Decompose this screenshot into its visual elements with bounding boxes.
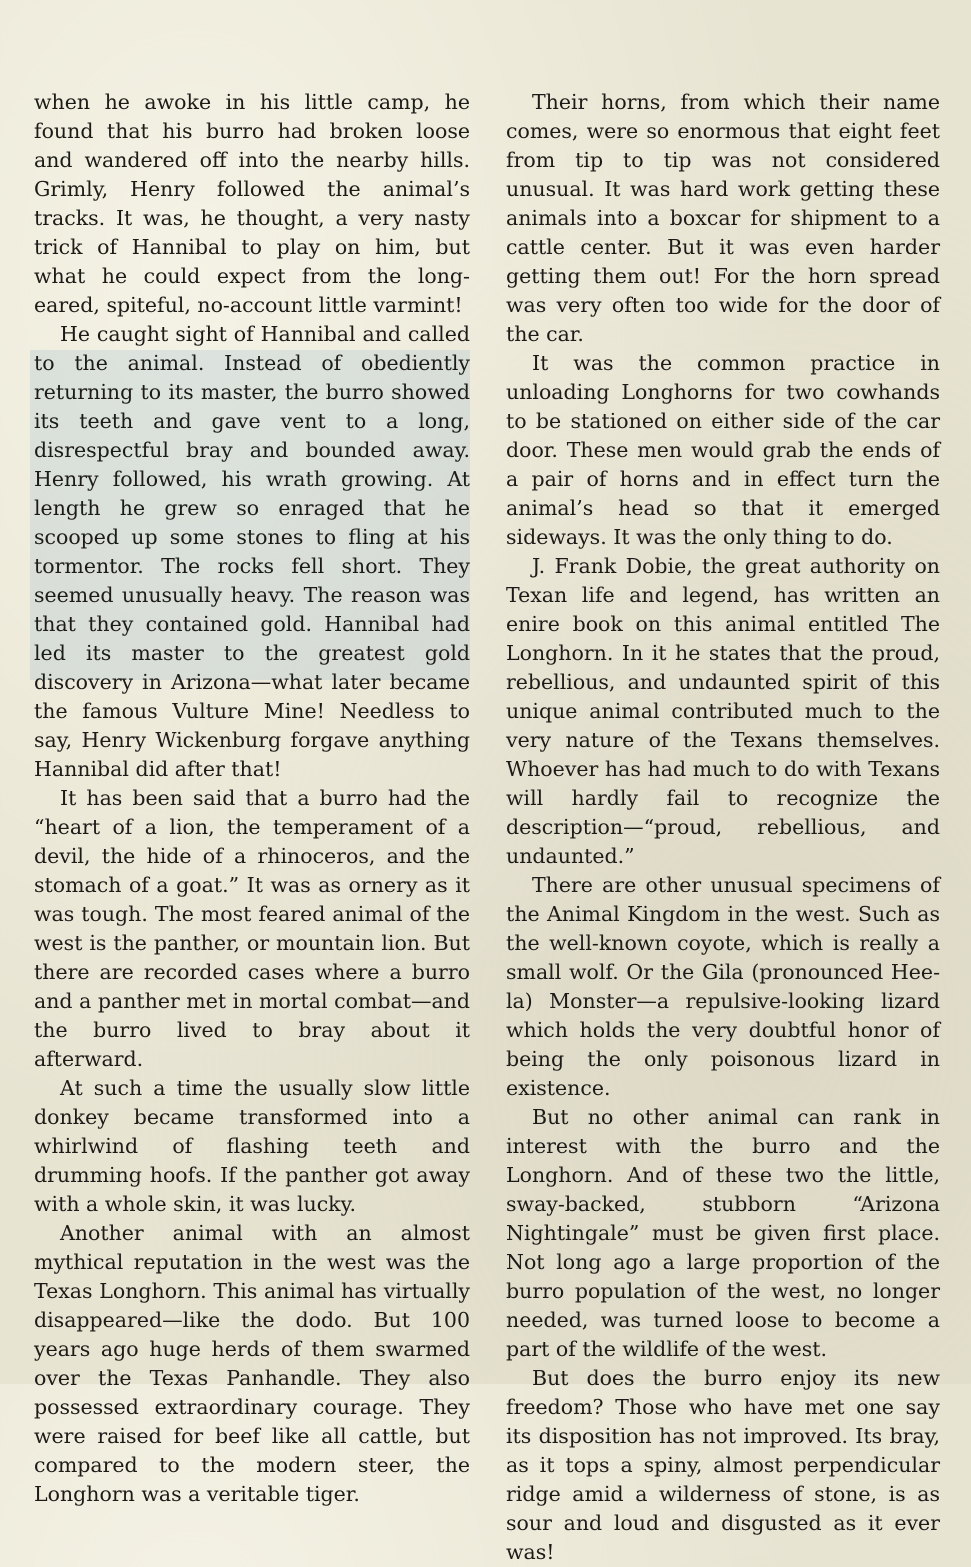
paragraph: But no other animal can rank in interest with the burro and the Longhorn. And of these two the little, sway-backed, stubborn “Arizona Nightingale” must be given first place. Not long ago a large proportion of the burro population of the west, no longer needed, was turned loose to become a part of the wildlife of the west. (506, 1105, 940, 1361)
paragraph: Their horns, from which their name comes, were so enormous that eight feet from tip to tip was not considered unusual. It was hard work getting these animals into a boxcar for shipment to a cattle center. But it was even harder getting them out! For the horn spread was very often too wide for the door of the car. (506, 90, 940, 346)
paragraph: Another animal with an almost mythical reputation in the west was the Texas Longhorn. This animal has virtually disappeared—like the dodo. But 100 years ago huge herds of them swarmed over the Texas Panhandle. They also possessed extraordinary courage. They were raised for beef like all cattle, but compared to the modern steer, the Longhorn was a veritable tiger. (34, 1221, 470, 1506)
paragraph: J. Frank Dobie, the great authority on Texan life and legend, has written an enire book on this animal entitled The Longhorn. In it he states that the proud, rebellious, and undaunted spirit of this unique animal contributed much to the very nature of the Texans themselves. Whoever has had much to do with Texans will hardly fail to recognize the description—“proud, rebellious, and undaunted.” (506, 554, 940, 868)
paragraph: But does the burro enjoy its new freedom? Those who have met one say its disposition has not improved. Its bray, as it tops a spiny, almost perpendicular ridge amid a wilderness of stone, is as sour and loud and disgusted as it ever was! (506, 1366, 940, 1564)
paragraph: He caught sight of Hannibal and called to the animal. Instead of obediently returning to its master, the burro showed its teeth and gave vent to a long, disrespectful bray and bounded away. Henry followed, his wrath growing. At length he grew so enraged that he scooped up some stones to fling at his tormentor. The rocks fell short. They seemed unusually heavy. The reason was that they contained gold. Hannibal had led its master to the greatest gold discovery in Arizona—what later became the famous Vulture Mine! Needless to say, Henry Wickenburg forgave anything Hannibal did after that! (34, 322, 470, 781)
left-column (34, 88, 470, 1509)
paragraph: There are other unusual specimens of the Animal Kingdom in the west. Such as the well-known coyote, which is really a small wolf. Or the Gila (pronounced Hee-la) Monster—a repulsive-looking lizard which holds the very doubtful honor of being the only poisonous lizard in existence. (506, 873, 940, 1100)
right-column (506, 88, 940, 1567)
paragraph: when he awoke in his little camp, he found that his burro had broken loose and wandered off into the nearby hills. Grimly, Henry followed the animal’s tracks. It was, he thought, a very nasty trick of Hannibal to play on him, but what he could expect from the long-eared, spiteful, no-account little varmint! (34, 90, 470, 317)
paragraph: It was the common practice in unloading Longhorns for two cowhands to be stationed on either side of the car door. These men would grab the ends of a pair of horns and in effect turn the animal’s head so that it emerged sideways. It was the only thing to do. (506, 351, 940, 549)
paragraph: At such a time the usually slow little donkey became transformed into a whirlwind of flashing teeth and drumming hoofs. If the panther got away with a whole skin, it was lucky. (34, 1076, 470, 1216)
paragraph: It has been said that a burro had the “heart of a lion, the temperament of a devil, the hide of a rhinoceros, and the stomach of a goat.” It was as ornery as it was tough. The most feared animal of the west is the panther, or mountain lion. But there are recorded cases where a burro and a panther met in mortal combat—and the burro lived to bray about it afterward. (34, 786, 470, 1071)
